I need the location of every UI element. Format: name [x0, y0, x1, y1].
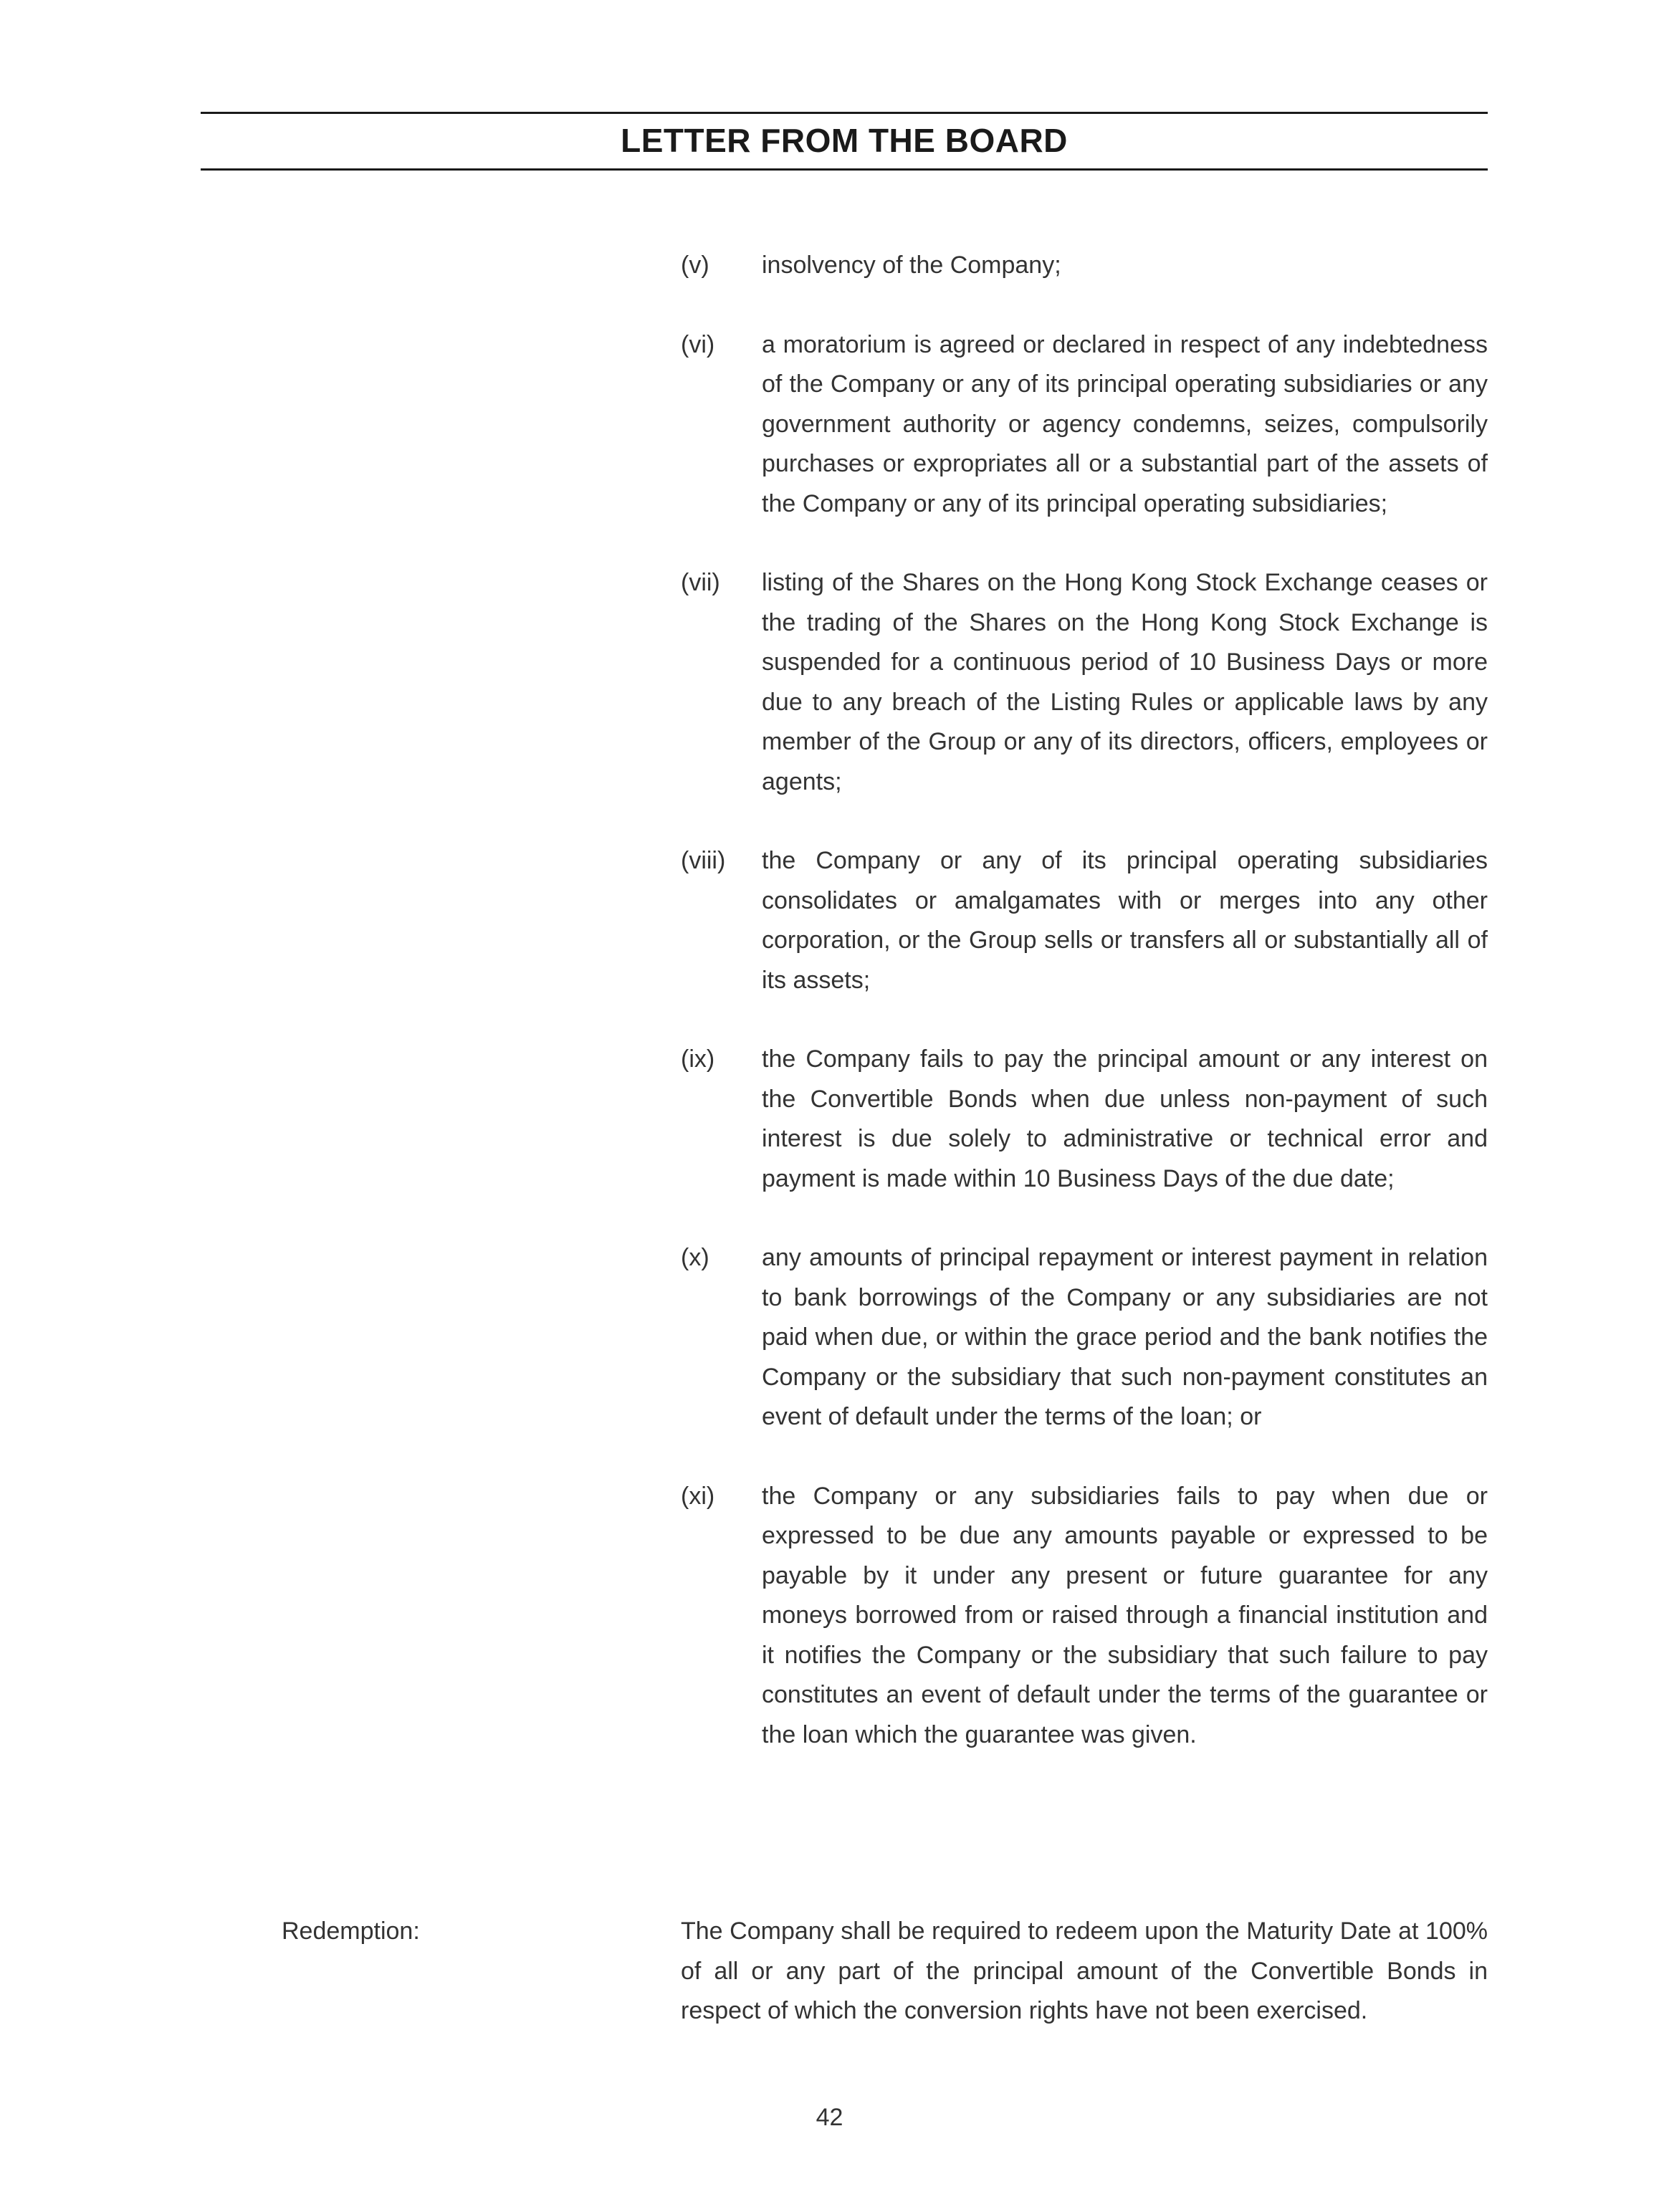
list-item [681, 325, 1488, 525]
list-item [681, 563, 1488, 802]
item-number: (vii) [681, 569, 720, 596]
item-number: (xi) [681, 1482, 715, 1510]
item-number: (x) [681, 1244, 709, 1271]
redemption-text: The Company shall be required to redeem upon the Maturity Date at 100% of all or any part of the principal amount of the Convertible Bonds in respect of which the conversion rights have not been exercised. [681, 1917, 1488, 2024]
item-text: listing of the Shares on the Hong Kong Stock Exchange ceases or the trading of the Shares on the Hong Kong Stock Exchange is suspended for a continuous period of 10 Business Days or more due to any breach of the Listing Rules or applicable laws by any member of the Group or any of its directors, officers, employees or agents; [762, 569, 1488, 795]
item-text: any amounts of principal repayment or interest payment in relation to bank borrowings of the Company or any subsidiaries are not paid when due, or within the grace period and the bank notifies the Company or the subsidiary that such non-payment constitutes an event of default under the terms of the loan; or [762, 1244, 1488, 1430]
list-item [681, 1238, 1488, 1437]
list-item [681, 841, 1488, 1000]
list-item [681, 1477, 1488, 1756]
item-number: (viii) [681, 847, 726, 874]
item-text: a moratorium is agreed or declared in respect of any indebtedness of the Company or any of its principal operating subsidiaries or any government authority or agency condemns, seizes, compulsorily purchases or expropriates all or a substantial part of the assets of the Company or any of its principal operating subsidiaries; [762, 330, 1488, 517]
header-bottom-rule [201, 168, 1488, 171]
item-text: insolvency of the Company; [762, 252, 1061, 279]
item-number: (ix) [681, 1045, 715, 1073]
item-text: the Company fails to pay the principal amount or any interest on the Convertible Bonds when due unless non-payment of such interest is due solely to administrative or technical error and payment is made within 10 Business Days of the due date; [762, 1045, 1488, 1192]
page-number: 42 [816, 2104, 843, 2131]
list-item [681, 1040, 1488, 1199]
item-text: the Company or any of its principal operating subsidiaries consolidates or amalgamates with or merges into any other corporation, or the Group sells or transfers all or substantially all of its assets; [762, 847, 1488, 994]
item-number: (vi) [681, 330, 715, 358]
default-events-list [681, 246, 1488, 1794]
item-number: (v) [681, 252, 709, 279]
list-item [681, 246, 1488, 286]
redemption-label: Redemption: [282, 1917, 420, 1945]
item-text: the Company or any subsidiaries fails to pay when due or expressed to be due any amounts payable or expressed to be payable by it under any present or future guarantee for any moneys borrowed from or raised through a financial institution and it notifies the Company or the subsidiary that such failure to pay constitutes an event of default under the terms of the guarantee or the loan which the guarantee was given. [762, 1482, 1488, 1748]
header-top-rule [201, 112, 1488, 114]
page-title: LETTER FROM THE BOARD [621, 122, 1068, 159]
